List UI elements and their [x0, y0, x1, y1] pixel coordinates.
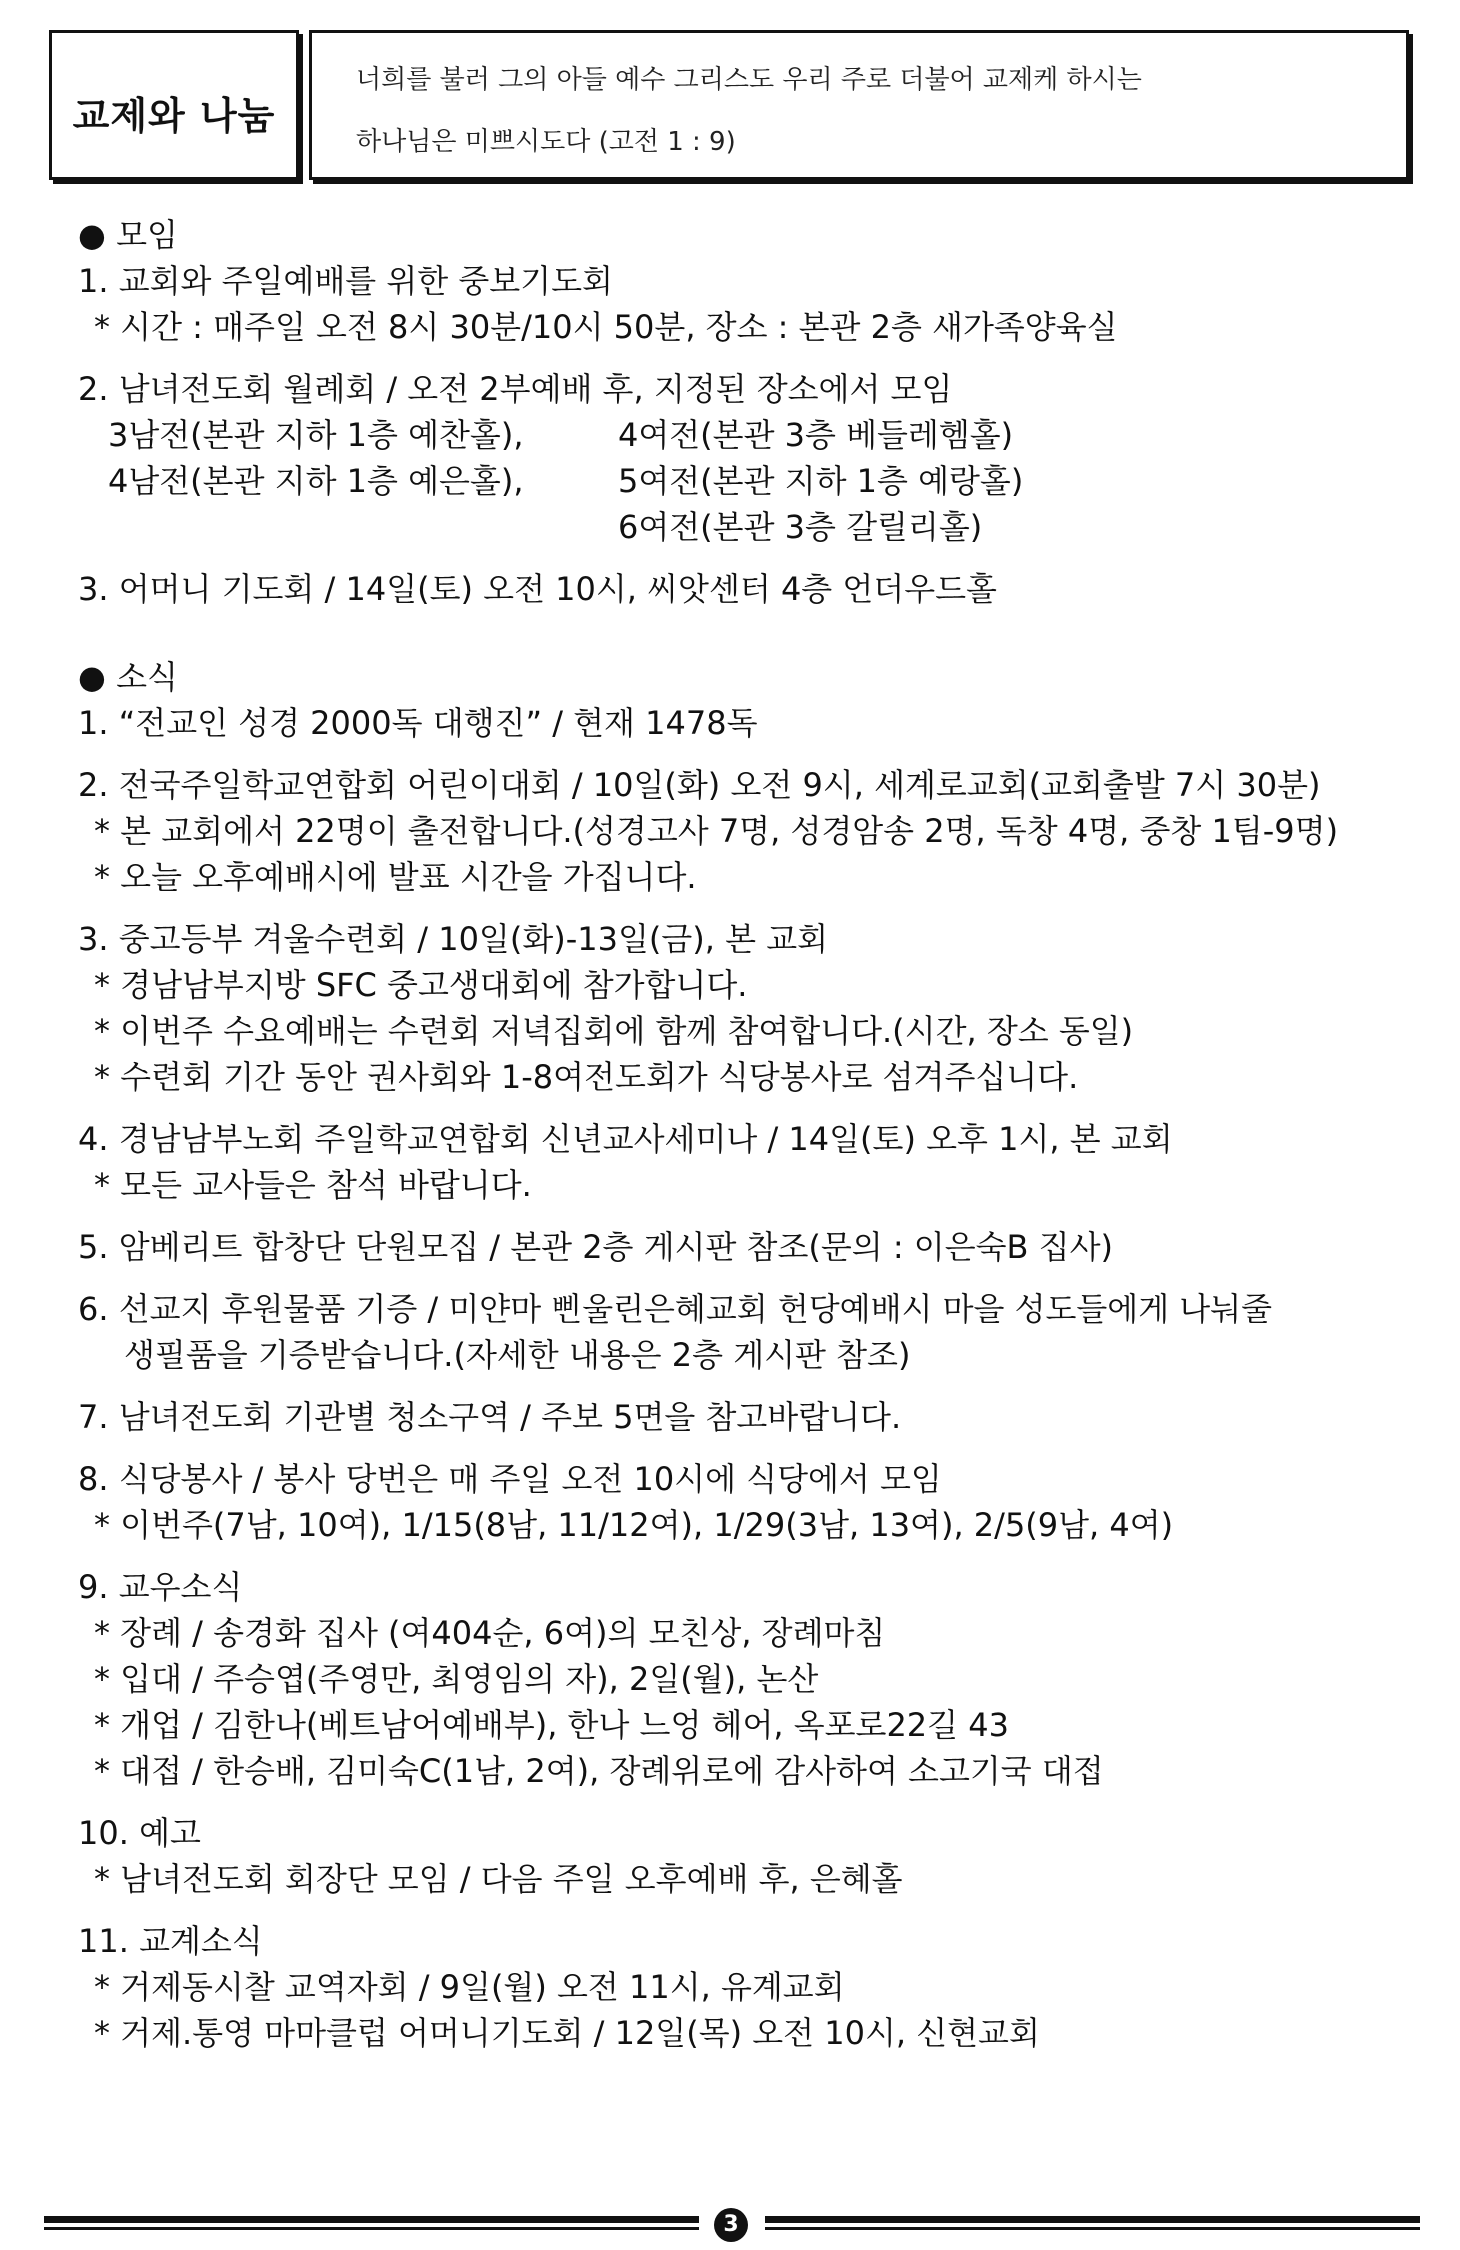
- meeting-item-detail: * 시간 : 매주일 오전 8시 30분/10시 50분, 장소 : 본관 2층 새가족양육실: [94, 308, 1118, 346]
- news-item-sub: * 오늘 오후예배시에 발표 시간을 가집니다.: [94, 858, 697, 896]
- news-item-1: [78, 700, 1418, 746]
- news-item-sub: * 이번주(7남, 10여), 1/15(8남, 11/12여), 1/29(3남, 13여), 2/5(9남, 4여): [94, 1506, 1174, 1544]
- news-item-continuation: 생필품을 기증받습니다.(자세한 내용은 2층 게시판 참조): [124, 1336, 911, 1374]
- news-item-title: 2. 전국주일학교연합회 어린이대회 / 10일(화) 오전 9시, 세계로교회(교회출발 7시 30분): [78, 766, 1321, 804]
- news-item-sub: * 남녀전도회 회장단 모임 / 다음 주일 오후예배 후, 은혜홀: [94, 1860, 903, 1898]
- news-item-title: 10. 예고: [78, 1814, 201, 1852]
- news-item-title: 3. 중고등부 겨울수련회 / 10일(화)-13일(금), 본 교회: [78, 920, 829, 958]
- news-item-sub: * 거제동시찰 교역자회 / 9일(월) 오전 11시, 유계교회: [94, 1968, 845, 2006]
- news-item-2: [78, 762, 1418, 900]
- news-item-title: 5. 암베리트 합창단 단원모집 / 본관 2층 게시판 참조(문의 : 이은숙B 집사): [78, 1228, 1113, 1266]
- news-item-sub: * 수련회 기간 동안 권사회와 1-8여전도회가 식당봉사로 섬겨주십니다.: [94, 1058, 1079, 1096]
- news-item-sub: * 모든 교사들은 참석 바랍니다.: [94, 1166, 532, 1204]
- page-number-badge: 3: [714, 2208, 748, 2242]
- meeting-item-2: [78, 366, 1418, 550]
- news-item-title: 4. 경남남부노회 주일학교연합회 신년교사세미나 / 14일(토) 오후 1시, 본 교회: [78, 1120, 1173, 1158]
- news-item-title: 7. 남녀전도회 기관별 청소구역 / 주보 5면을 참고바랍니다.: [78, 1398, 902, 1436]
- location-right: 4여전(본관 3층 베들레헴홀): [618, 416, 1014, 454]
- scripture-verse-line-1: 너희를 불러 그의 아들 예수 그리스도 우리 주로 더불어 교제케 하시는: [356, 65, 1142, 95]
- news-item-sub: * 대접 / 한승배, 김미숙C(1남, 2여), 장례위로에 감사하여 소고기국 대접: [94, 1752, 1104, 1790]
- location-row: [78, 412, 1418, 458]
- news-item-6: [78, 1286, 1418, 1378]
- news-item-4: [78, 1116, 1418, 1208]
- location-right: 6여전(본관 3층 갈릴리홀): [618, 508, 983, 546]
- meeting-item-1: [78, 258, 1418, 350]
- footer-rule-left-thick: [44, 2216, 699, 2223]
- news-item-8: [78, 1456, 1418, 1548]
- meeting-item-title: 2. 남녀전도회 월례회 / 오전 2부예배 후, 지정된 장소에서 모임: [78, 370, 953, 408]
- news-item-sub: * 거제.통영 마마클럽 어머니기도회 / 12일(목) 오전 10시, 신현교회: [94, 2014, 1040, 2052]
- footer-rule-right-thick: [765, 2216, 1420, 2223]
- news-item-title: 6. 선교지 후원물품 기증 / 미얀마 삔울린은혜교회 헌당예배시 마을 성도들에게 나눠줄: [78, 1290, 1273, 1328]
- location-left: 4남전(본관 지하 1층 예은홀),: [108, 462, 524, 500]
- location-left: 3남전(본관 지하 1층 예찬홀),: [108, 416, 524, 454]
- footer-rule: [44, 2208, 1420, 2238]
- news-item-sub: * 본 교회에서 22명이 출전합니다.(성경고사 7명, 성경암송 2명, 독창 4명, 중창 1팀-9명): [94, 812, 1339, 850]
- news-item-title: 1. “전교인 성경 2000독 대행진” / 현재 1478독: [78, 704, 758, 742]
- news-item-sub: * 입대 / 주승엽(주영만, 최영임의 자), 2일(월), 논산: [94, 1660, 819, 1698]
- news-item-sub: * 이번주 수요예배는 수련회 저녁집회에 함께 참여합니다.(시간, 장소 동일): [94, 1012, 1134, 1050]
- meeting-item-title: 1. 교회와 주일예배를 위한 중보기도회: [78, 262, 613, 300]
- section-title-box: [49, 30, 299, 180]
- location-row: [78, 458, 1418, 504]
- news-item-11: [78, 1918, 1418, 2056]
- news-item-title: 8. 식당봉사 / 봉사 당번은 매 주일 오전 10시에 식당에서 모임: [78, 1460, 942, 1498]
- scripture-verse-box: [309, 30, 1409, 180]
- news-heading: ● 소식: [78, 658, 178, 696]
- news-item-5: [78, 1224, 1418, 1270]
- news-item-title: 9. 교우소식: [78, 1568, 243, 1606]
- news-item-sub: * 경남남부지방 SFC 중고생대회에 참가합니다.: [94, 966, 748, 1004]
- news-item-7: [78, 1394, 1418, 1440]
- location-row: [78, 504, 1418, 550]
- footer-rule-right-thin: [765, 2227, 1420, 2230]
- scripture-verse-line-2: 하나님은 미쁘시도다 (고전 1 : 9): [356, 127, 736, 157]
- meetings-heading: ● 모임: [78, 216, 178, 254]
- news-item-title: 11. 교계소식: [78, 1922, 263, 1960]
- news-item-10: [78, 1810, 1418, 1902]
- news-item-sub: * 개업 / 김한나(베트남어예배부), 한나 느엉 헤어, 옥포로22길 43: [94, 1706, 1009, 1744]
- footer-rule-left-thin: [44, 2227, 699, 2230]
- location-right: 5여전(본관 지하 1층 예랑홀): [618, 462, 1024, 500]
- news-item-9: [78, 1564, 1418, 1794]
- bulletin-content: [78, 212, 1418, 2056]
- meeting-item-title: 3. 어머니 기도회 / 14일(토) 오전 10시, 씨앗센터 4층 언더우드홀: [78, 570, 997, 608]
- news-item-sub: * 장례 / 송경화 집사 (여404순, 6여)의 모친상, 장례마침: [94, 1614, 886, 1652]
- section-title: 교제와 나눔: [72, 94, 276, 138]
- news-item-3: [78, 916, 1418, 1100]
- meeting-item-3: [78, 566, 1418, 612]
